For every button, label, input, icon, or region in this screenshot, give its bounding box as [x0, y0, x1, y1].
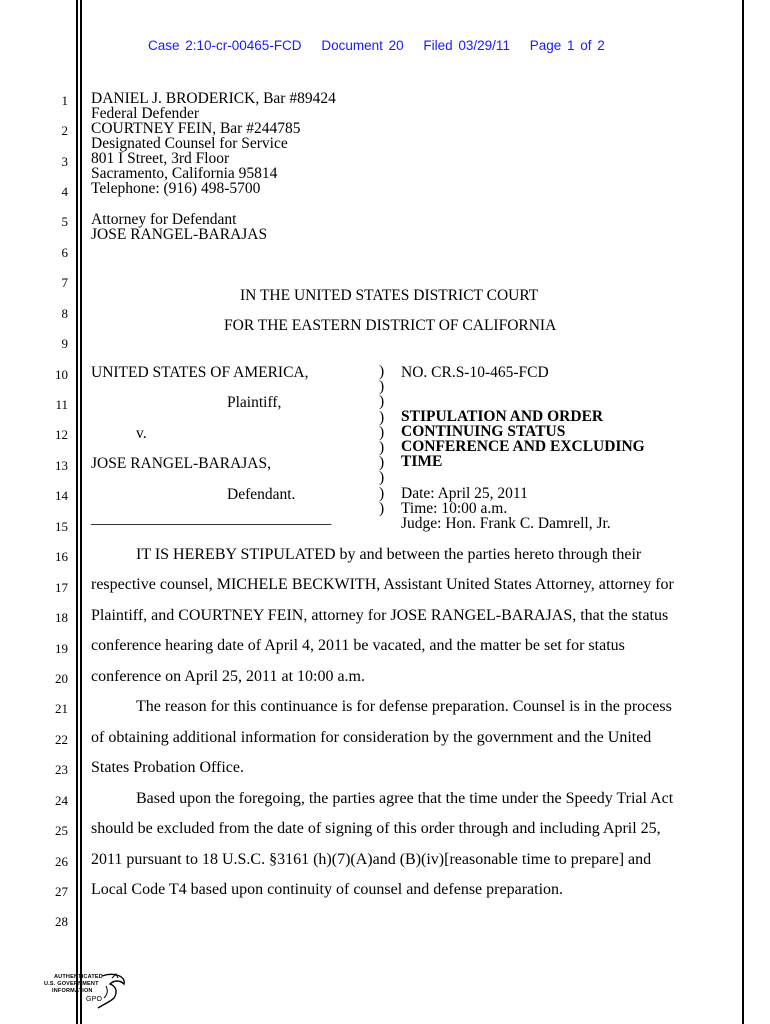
counsel-line: Federal Defender	[91, 105, 200, 122]
line-number: 26	[55, 854, 68, 869]
defendant-name: JOSE RANGEL-BARAJAS	[91, 226, 268, 243]
gpo-logo-text: U.S. GOVERNMENT	[44, 981, 99, 987]
body-line: conference on April 25, 2011 at 10:00 a.m.	[91, 668, 365, 685]
gpo-logo-text: INFORMATION	[52, 988, 93, 994]
paren: )	[379, 378, 385, 396]
case-number: Case 2:10-cr-00465-FCD	[148, 38, 302, 53]
filing-header	[148, 38, 619, 53]
case-no: NO. CR.S-10-465-FCD	[401, 364, 549, 381]
paren: )	[379, 454, 385, 472]
body-line: Based upon the foregoing, the parties agree that the time under the Speedy Trial Act	[136, 790, 674, 807]
line-number: 21	[55, 701, 68, 716]
line-number: 15	[55, 519, 68, 534]
line-number: 10	[55, 367, 68, 382]
counsel-line: DANIEL J. BRODERICK, Bar #89424	[91, 90, 336, 107]
gpo-logo-text: AUTHENTICATED	[54, 974, 103, 980]
body-line: should be excluded from the date of signing of this order through and including April 25,	[91, 820, 661, 837]
line-number: 16	[55, 549, 68, 564]
hearing-date: Date: April 25, 2011	[401, 485, 528, 502]
hearing-info	[401, 486, 611, 531]
line-number: 11	[55, 397, 68, 412]
caption-rule: _______________________________	[91, 510, 332, 527]
line-number: 24	[55, 793, 68, 808]
line-number: 9	[61, 336, 68, 351]
paren: )	[379, 408, 385, 426]
line-number: 14	[55, 488, 68, 503]
versus: v.	[136, 425, 147, 442]
line-number: 20	[55, 671, 68, 686]
document-title-line: TIME	[401, 453, 443, 470]
line-number: 3	[61, 154, 68, 169]
line-number: 12	[55, 427, 68, 442]
gpo-logo-text: GPO	[86, 996, 103, 1003]
paren: )	[379, 439, 385, 457]
document-number: Document 20	[321, 38, 404, 53]
plaintiff-role: Plaintiff,	[227, 394, 282, 411]
body-line: Local Code T4 based upon continuity of counsel and defense preparation.	[91, 881, 564, 898]
paren: )	[379, 393, 385, 411]
body-line: 2011 pursuant to 18 U.S.C. §3161 (h)(7)(A)and (B)(iv)[reasonable time to prepare] and	[91, 851, 652, 868]
defendant-caption-name: JOSE RANGEL-BARAJAS,	[91, 455, 271, 472]
counsel-line: COURTNEY FEIN, Bar #244785	[91, 120, 301, 137]
document-title-line: CONFERENCE AND EXCLUDING	[401, 438, 645, 455]
line-number: 22	[55, 732, 68, 747]
hearing-judge: Judge: Hon. Frank C. Damrell, Jr.	[401, 515, 611, 532]
line-number: 27	[55, 884, 68, 899]
line-number: 8	[61, 306, 68, 321]
court-district: FOR THE EASTERN DISTRICT OF CALIFORNIA	[224, 317, 557, 334]
document-title-line: CONTINUING STATUS	[401, 423, 566, 440]
line-number: 5	[61, 214, 68, 229]
line-number: 13	[55, 458, 68, 473]
counsel-line: Designated Counsel for Service	[91, 135, 288, 152]
counsel-line: 801 I Street, 3rd Floor	[91, 150, 230, 167]
counsel-line: Telephone: (916) 498-5700	[91, 180, 261, 197]
line-number: 7	[61, 275, 68, 290]
document-title	[401, 409, 645, 469]
caption-parens	[379, 364, 384, 516]
counsel-line: Sacramento, California 95814	[91, 165, 278, 182]
document-title-line: STIPULATION AND ORDER	[401, 408, 604, 425]
line-number: 28	[55, 914, 68, 929]
page-indicator: Page 1 of 2	[529, 38, 605, 53]
right-margin-rule	[742, 0, 744, 1024]
body-line: respective counsel, MICHELE BECKWITH, Assistant United States Attorney, attorney for	[91, 576, 674, 593]
paren: )	[379, 423, 385, 441]
paren: )	[379, 363, 385, 380]
plaintiff-name: UNITED STATES OF AMERICA,	[91, 364, 309, 381]
line-number: 18	[55, 610, 68, 625]
counsel-block	[91, 91, 336, 196]
line-number: 4	[61, 184, 68, 199]
eagle-icon	[44, 972, 130, 1012]
body-line: Plaintiff, and COURTNEY FEIN, attorney for JOSE RANGEL-BARAJAS, that the status	[91, 607, 669, 624]
line-number: 17	[55, 580, 68, 595]
left-margin-rule-inner	[80, 0, 82, 1024]
line-number: 25	[55, 823, 68, 838]
line-number: 23	[55, 762, 68, 777]
body-line: conference hearing date of April 4, 2011 be vacated, and the matter be set for status	[91, 637, 625, 654]
body-line: The reason for this continuance is for defense preparation. Counsel is in the process	[136, 698, 672, 715]
attorney-for-label: Attorney for Defendant	[91, 211, 237, 228]
filed-date: Filed 03/29/11	[423, 38, 510, 53]
paren: )	[379, 499, 385, 517]
line-number: 19	[55, 641, 68, 656]
paren: )	[379, 469, 385, 487]
defendant-role: Defendant.	[227, 486, 296, 503]
body-line: States Probation Office.	[91, 759, 245, 776]
gpo-authentication-logo	[44, 972, 130, 1012]
attorney-for-block	[91, 212, 267, 242]
body-line: of obtaining additional information for consideration by the government and the United	[91, 729, 652, 746]
body-line: IT IS HEREBY STIPULATED by and between the parties hereto through their	[136, 546, 642, 563]
line-number: 2	[61, 123, 68, 138]
line-number: 6	[61, 245, 68, 260]
left-margin-rule-outer	[76, 0, 78, 1024]
hearing-time: Time: 10:00 a.m.	[401, 500, 508, 517]
line-number: 1	[61, 93, 68, 108]
court-title: IN THE UNITED STATES DISTRICT COURT	[240, 287, 539, 304]
paren: )	[379, 484, 385, 502]
